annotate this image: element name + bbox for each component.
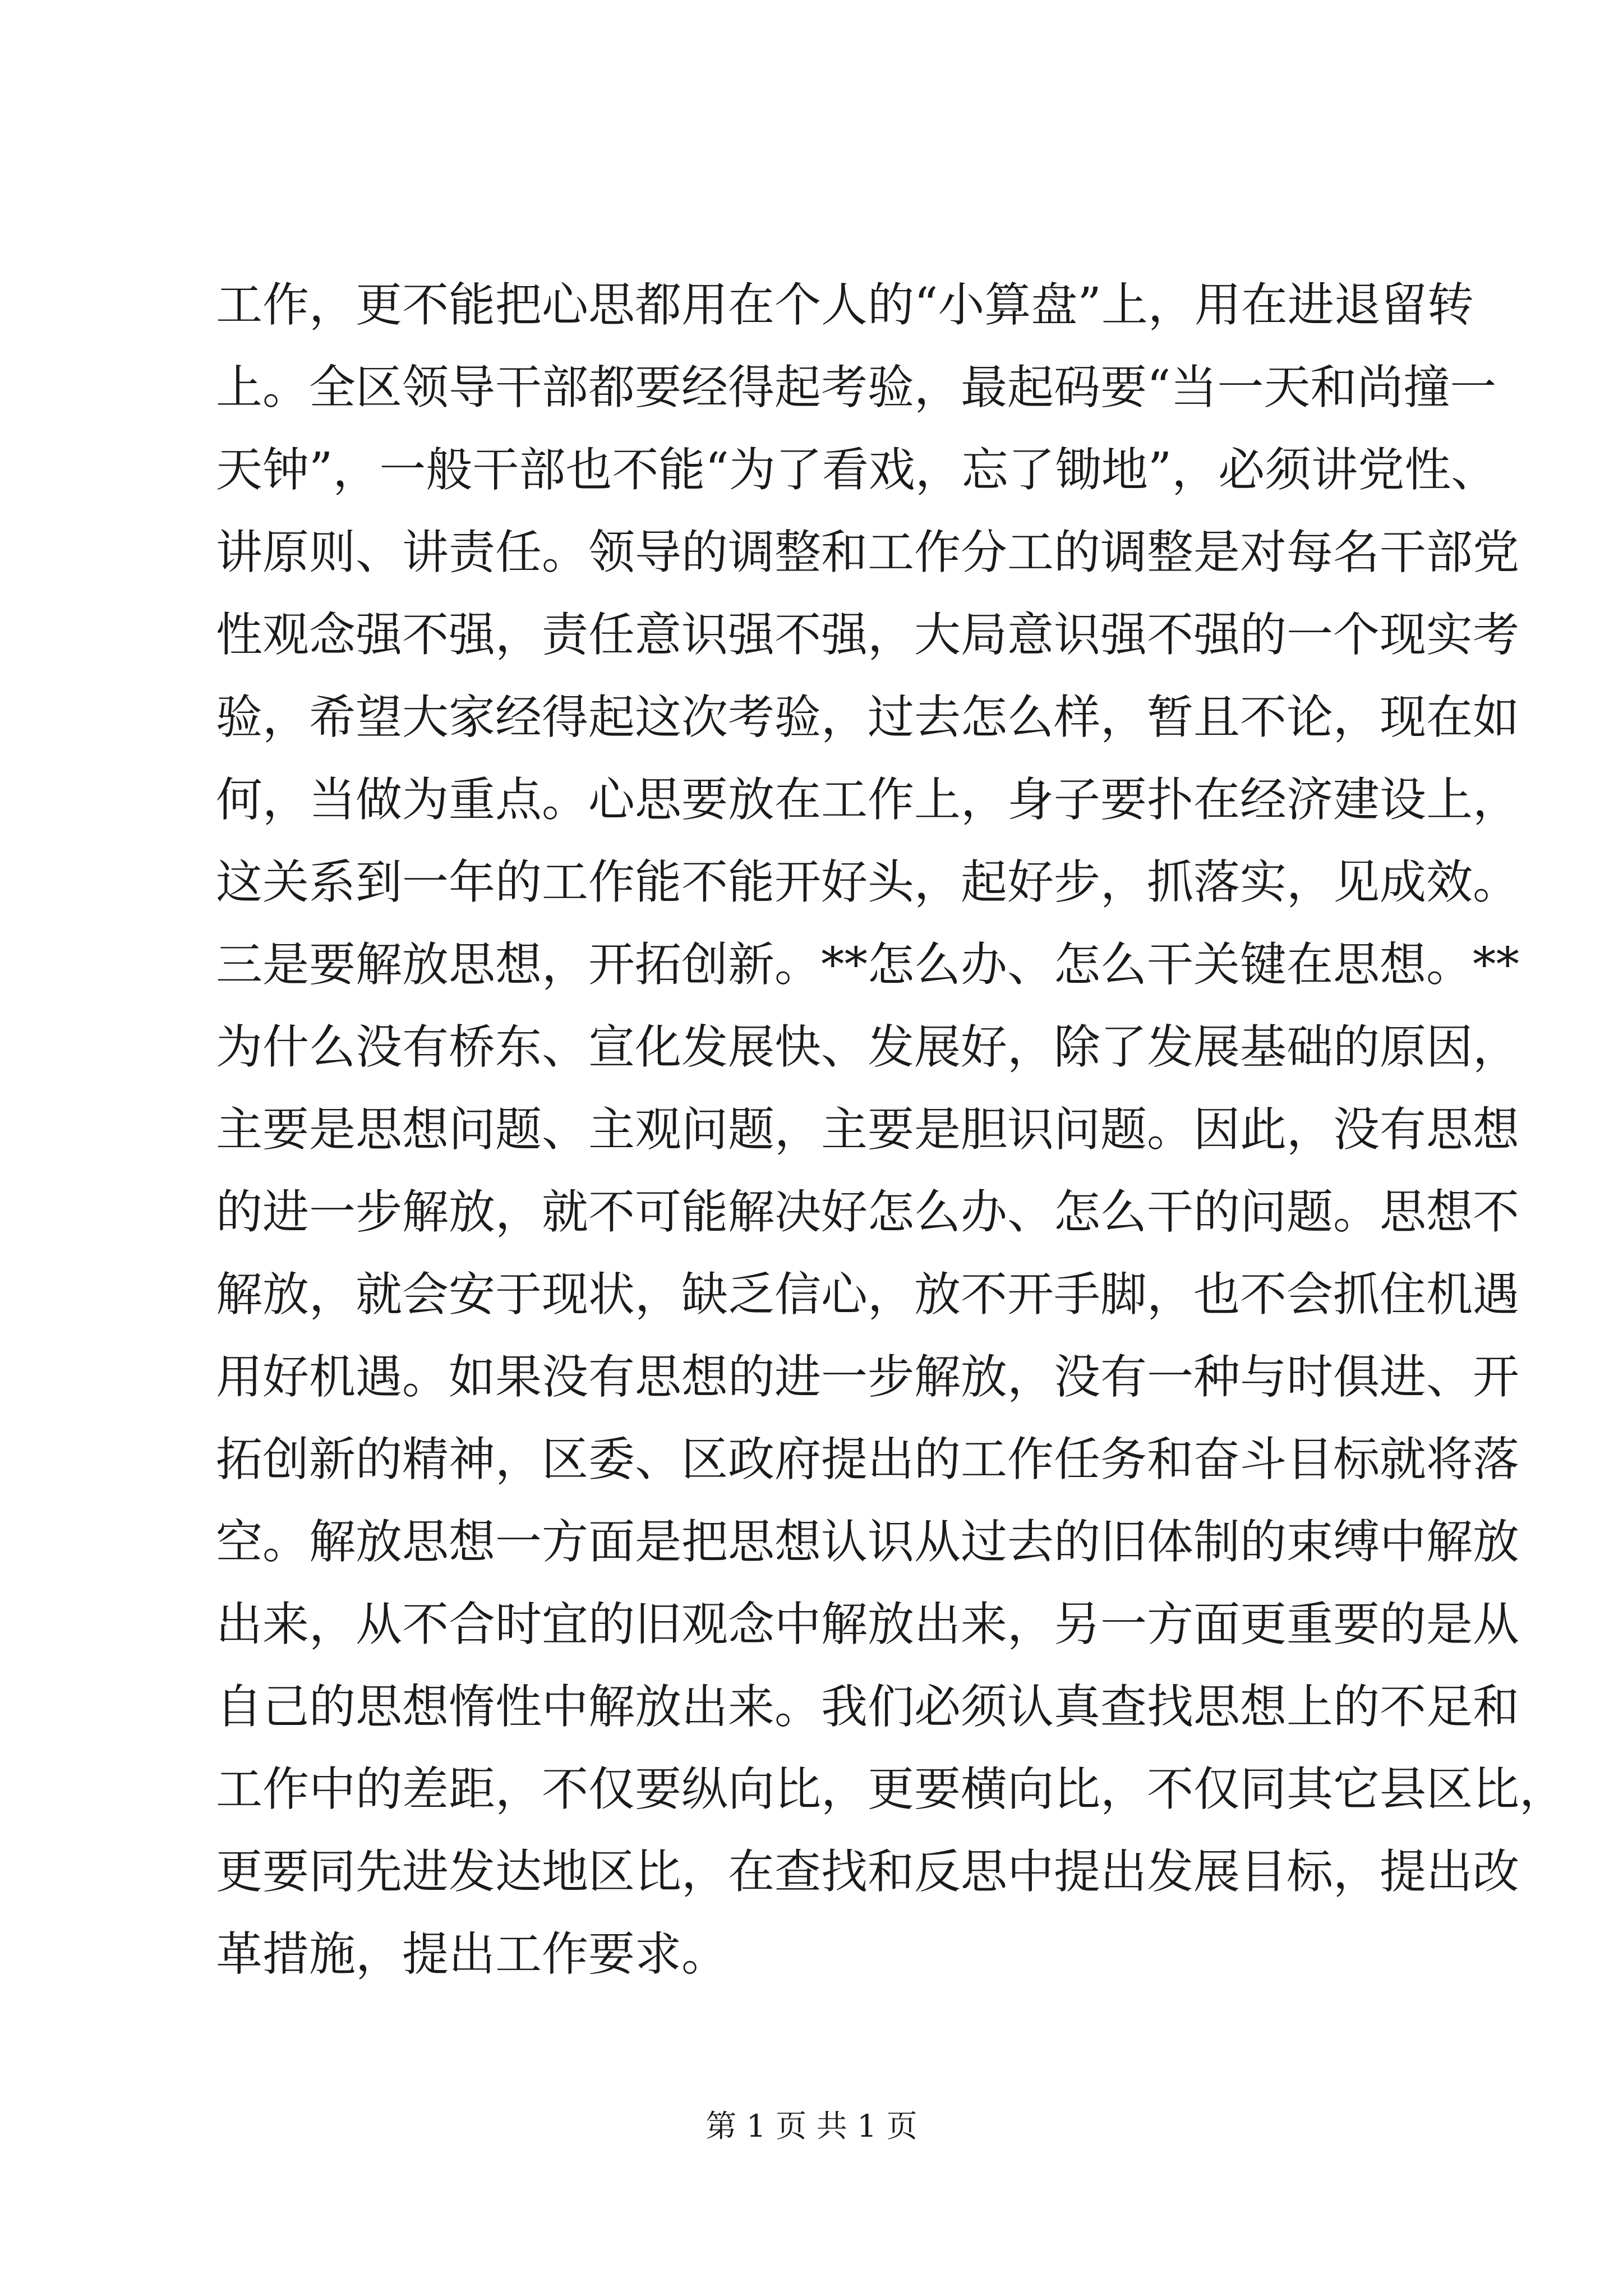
- text-line: 性观念强不强，责任意识强不强，大局意识强不强的一个现实考: [216, 608, 1519, 662]
- text-line: 解放，就会安于现状，缺乏信心，放不开手脚，也不会抓住机遇: [216, 1267, 1519, 1322]
- text-line: 更要同先进发达地区比，在查找和反思中提出发展目标，提出改: [216, 1844, 1519, 1899]
- text-line: 工作，更不能把心思都用在个人的“小算盘”上，用在进退留转: [216, 278, 1474, 332]
- text-line: 拓创新的精神，区委、区政府提出的工作任务和奋斗目标就将落: [216, 1432, 1519, 1487]
- text-line: 验，希望大家经得起这次考验，过去怎么样，暂且不论，现在如: [216, 690, 1519, 744]
- text-line: 的进一步解放，就不可能解决好怎么办、怎么干的问题。思想不: [216, 1185, 1519, 1239]
- text-line: 工作中的差距，不仅要纵向比，更要横向比，不仅同其它县区比，: [216, 1762, 1566, 1816]
- body-text: [216, 264, 1566, 1995]
- text-line: 用好机遇。如果没有思想的进一步解放，没有一种与时俱进、开: [216, 1350, 1519, 1404]
- text-line: 上。全区领导干部都要经得起考验，最起码要“当一天和尚撞一: [216, 360, 1497, 415]
- text-line: 出来，从不合时宜的旧观念中解放出来，另一方面更重要的是从: [216, 1597, 1519, 1651]
- page-footer: 第 1 页 共 1 页: [706, 2108, 917, 2144]
- text-line: 这关系到一年的工作能不能开好头，起好步，抓落实，见成效。: [216, 855, 1519, 909]
- text-line: 讲原则、讲责任。领导的调整和工作分工的调整是对每名干部党: [216, 525, 1519, 579]
- text-line: 自己的思想惰性中解放出来。我们必须认真查找思想上的不足和: [216, 1680, 1519, 1734]
- text-line: 空。解放思想一方面是把思想认识从过去的旧体制的束缚中解放: [216, 1515, 1519, 1569]
- text-line: 何，当做为重点。心思要放在工作上，身子要扑在经济建设上，: [216, 772, 1519, 827]
- text-line: 主要是思想问题、主观问题，主要是胆识问题。因此，没有思想: [216, 1102, 1519, 1157]
- text-line: 革措施，提出工作要求。: [216, 1927, 728, 1981]
- text-line: 天钟”，一般干部也不能“为了看戏，忘了锄地”，必须讲党性、: [216, 443, 1498, 497]
- text-line: 三是要解放思想，开拓创新。**怎么办、怎么干关键在思想。**: [216, 937, 1519, 992]
- text-line: 为什么没有桥东、宣化发展快、发展好，除了发展基础的原因，: [216, 1020, 1519, 1074]
